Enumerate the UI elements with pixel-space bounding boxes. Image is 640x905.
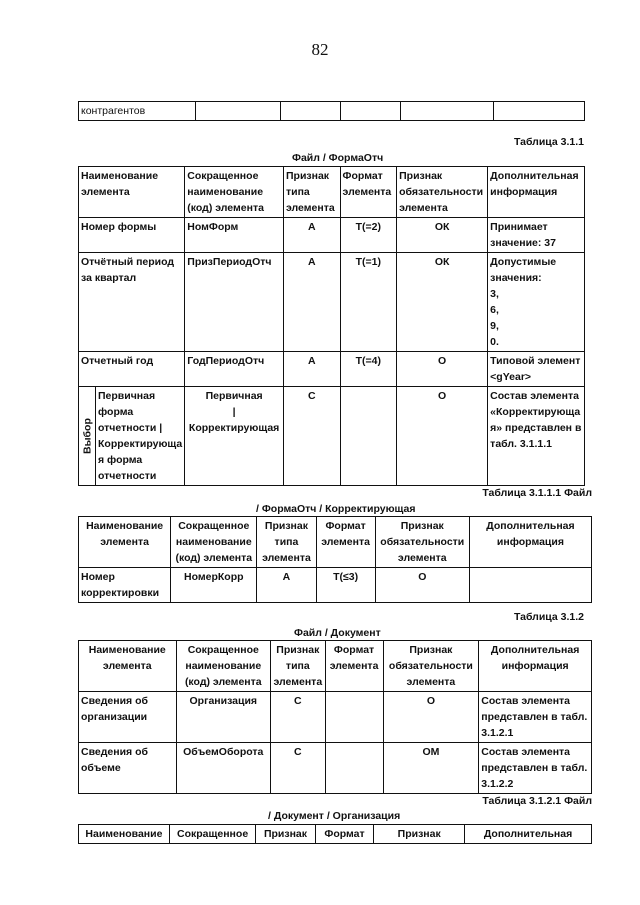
element-type-cell: С bbox=[271, 743, 326, 794]
column-header: Наименование элемента bbox=[79, 167, 185, 218]
column-header: Признак обязательности элемента bbox=[375, 517, 469, 568]
table-title: / ФормаОтч / Корректирующая bbox=[256, 503, 416, 515]
table-312 bbox=[78, 640, 592, 794]
element-required-cell: О bbox=[397, 387, 488, 486]
column-header: Сокращенное bbox=[169, 825, 255, 844]
element-code-cell: ОбъемОборота bbox=[176, 743, 271, 794]
table-header-row bbox=[79, 641, 592, 692]
element-name-cell: Сведения об организации bbox=[79, 692, 177, 743]
table-cell: контрагентов bbox=[79, 102, 196, 121]
element-type-cell: А bbox=[283, 352, 340, 387]
element-format-cell: T(=2) bbox=[340, 218, 397, 253]
column-header: Сокращенное наименование (код) элемента bbox=[176, 641, 271, 692]
element-required-cell: О bbox=[397, 352, 488, 387]
element-code-cell: ПризПериодОтч bbox=[185, 253, 284, 352]
page-number: 82 bbox=[311, 40, 329, 59]
table-row bbox=[79, 352, 585, 387]
column-header: Признак типа элемента bbox=[271, 641, 326, 692]
column-header: Наименование элемента bbox=[79, 517, 171, 568]
column-header: Дополнительная информация bbox=[469, 517, 591, 568]
column-header: Признак типа элемента bbox=[283, 167, 340, 218]
table-row bbox=[79, 253, 585, 352]
table-label: Таблица 3.1.1 bbox=[513, 136, 584, 148]
choice-name-text: Первичная форма отчетности | Корректирующа я форма отчетности bbox=[98, 390, 183, 482]
element-info-cell: Типовой элемент <gYear> bbox=[488, 352, 585, 387]
element-format-cell bbox=[325, 692, 383, 743]
element-name-cell: Номер формы bbox=[79, 218, 185, 253]
element-info-cell: Принимает значение: 37 bbox=[488, 218, 585, 253]
element-format-cell: T(=4) bbox=[340, 352, 397, 387]
table-row bbox=[79, 692, 592, 743]
element-info-cell bbox=[469, 568, 591, 603]
element-type-cell: А bbox=[283, 253, 340, 352]
column-header: Наименование элемента bbox=[79, 641, 177, 692]
column-header: Сокращенное наименование (код) элемента bbox=[171, 517, 257, 568]
table-row bbox=[79, 218, 585, 253]
element-code-cell: Первичная | Корректирующая bbox=[185, 387, 284, 486]
column-header: Признак обязательности элемента bbox=[383, 641, 479, 692]
element-format-cell bbox=[325, 743, 383, 794]
table-3121 bbox=[78, 824, 592, 844]
element-required-cell: ОК bbox=[397, 218, 488, 253]
element-format-cell bbox=[340, 387, 397, 486]
element-type-cell: А bbox=[257, 568, 316, 603]
element-type-cell: А bbox=[283, 218, 340, 253]
table-title: Файл / ФормаОтч bbox=[292, 152, 384, 164]
element-info-cell: Состав элемента представлен в табл. 3.1.2.2 bbox=[479, 743, 592, 794]
table-row bbox=[79, 743, 592, 794]
table-label: Таблица 3.1.2.1 Файл bbox=[482, 795, 592, 807]
element-required-cell: ОМ bbox=[383, 743, 479, 794]
column-header: Дополнительная информация bbox=[479, 641, 592, 692]
element-required-cell: О bbox=[383, 692, 479, 743]
element-name-cell bbox=[79, 387, 185, 486]
column-header: Формат элемента bbox=[325, 641, 383, 692]
element-format-cell: T(≤3) bbox=[316, 568, 375, 603]
element-required-cell: О bbox=[375, 568, 469, 603]
element-info-cell: Состав элемента «Корректирующа я» представлен в табл. 3.1.1.1 bbox=[488, 387, 585, 486]
element-info-cell: Состав элемента представлен в табл. 3.1.2.1 bbox=[479, 692, 592, 743]
table-row bbox=[79, 568, 592, 603]
column-header: Наименование bbox=[79, 825, 170, 844]
table-row-choice bbox=[79, 387, 585, 486]
element-name-cell: Номер корректировки bbox=[79, 568, 171, 603]
column-header: Сокращенное наименование (код) элемента bbox=[185, 167, 284, 218]
element-code-cell: Организация bbox=[176, 692, 271, 743]
element-required-cell: ОК bbox=[397, 253, 488, 352]
column-header: Признак bbox=[256, 825, 315, 844]
element-type-cell: С bbox=[271, 692, 326, 743]
table-title: Файл / Документ bbox=[294, 627, 381, 639]
element-name-cell: Отчётный период за квартал bbox=[79, 253, 185, 352]
element-format-cell: T(=1) bbox=[340, 253, 397, 352]
column-header: Формат bbox=[315, 825, 374, 844]
element-info-cell: Допустимые значения: 3, 6, 9, 0. bbox=[488, 253, 585, 352]
table-fragment bbox=[78, 101, 585, 121]
column-header: Дополнительная информация bbox=[488, 167, 585, 218]
table-row bbox=[79, 102, 585, 121]
element-code-cell: ГодПериодОтч bbox=[185, 352, 284, 387]
table-header-row bbox=[79, 825, 592, 844]
column-header: Формат элемента bbox=[316, 517, 375, 568]
table-311 bbox=[78, 166, 585, 486]
element-name-cell: Сведения об объеме bbox=[79, 743, 177, 794]
table-3111 bbox=[78, 516, 592, 603]
element-name-cell: Отчетный год bbox=[79, 352, 185, 387]
table-label: Таблица 3.1.2 bbox=[513, 611, 584, 623]
element-code-cell: НомерКорр bbox=[171, 568, 257, 603]
table-header-row bbox=[79, 167, 585, 218]
column-header: Признак обязательности элемента bbox=[397, 167, 488, 218]
column-header: Формат элемента bbox=[340, 167, 397, 218]
column-header: Дополнительная bbox=[465, 825, 592, 844]
choice-side-label: Выбор bbox=[79, 387, 96, 485]
element-type-cell: С bbox=[283, 387, 340, 486]
table-title: / Документ / Организация bbox=[268, 810, 401, 822]
table-label: Таблица 3.1.1.1 Файл bbox=[482, 487, 592, 499]
table-header-row bbox=[79, 517, 592, 568]
element-code-cell: НомФорм bbox=[185, 218, 284, 253]
column-header: Признак bbox=[374, 825, 465, 844]
column-header: Признак типа элемента bbox=[257, 517, 316, 568]
